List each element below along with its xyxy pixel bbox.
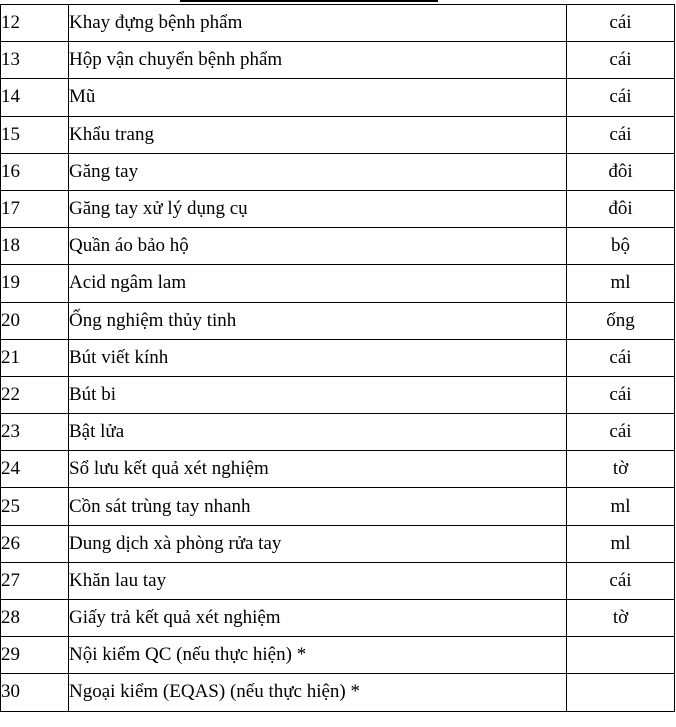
item-name: Ống nghiệm thủy tinh (69, 302, 567, 339)
item-unit: cái (567, 42, 675, 79)
table-row (1, 525, 675, 562)
table-row (1, 5, 675, 42)
row-number: 30 (1, 674, 69, 711)
row-number: 18 (1, 228, 69, 265)
row-number: 24 (1, 451, 69, 488)
item-unit: ống (567, 302, 675, 339)
row-number: 26 (1, 525, 69, 562)
item-unit: ml (567, 488, 675, 525)
item-unit: cái (567, 339, 675, 376)
table-row (1, 414, 675, 451)
item-unit: ml (567, 265, 675, 302)
table-row (1, 153, 675, 190)
table-row (1, 488, 675, 525)
item-name: Khay đựng bệnh phẩm (69, 5, 567, 42)
item-unit: đôi (567, 153, 675, 190)
item-unit: tờ (567, 451, 675, 488)
item-name: Dung dịch xà phòng rửa tay (69, 525, 567, 562)
row-number: 15 (1, 116, 69, 153)
table-row (1, 451, 675, 488)
item-name: Găng tay xử lý dụng cụ (69, 190, 567, 227)
item-name: Khẩu trang (69, 116, 567, 153)
supplies-table-body (1, 5, 675, 712)
row-number: 16 (1, 153, 69, 190)
item-name: Găng tay (69, 153, 567, 190)
row-number: 28 (1, 600, 69, 637)
row-number: 20 (1, 302, 69, 339)
table-row (1, 302, 675, 339)
table-row (1, 562, 675, 599)
row-number: 23 (1, 414, 69, 451)
item-name: Bật lửa (69, 414, 567, 451)
item-unit (567, 637, 675, 674)
row-number: 17 (1, 190, 69, 227)
item-name: Acid ngâm lam (69, 265, 567, 302)
item-unit: cái (567, 5, 675, 42)
row-number: 22 (1, 376, 69, 413)
item-unit: cái (567, 414, 675, 451)
table-row (1, 600, 675, 637)
table-row (1, 637, 675, 674)
item-name: Cồn sát trùng tay nhanh (69, 488, 567, 525)
item-unit: cái (567, 376, 675, 413)
row-number: 25 (1, 488, 69, 525)
item-unit: bộ (567, 228, 675, 265)
row-number: 29 (1, 637, 69, 674)
supplies-table (0, 4, 675, 712)
item-unit: cái (567, 562, 675, 599)
row-number: 12 (1, 5, 69, 42)
item-name: Quần áo bảo hộ (69, 228, 567, 265)
row-number: 27 (1, 562, 69, 599)
item-name: Bút bi (69, 376, 567, 413)
item-name: Sổ lưu kết quả xét nghiệm (69, 451, 567, 488)
item-unit: tờ (567, 600, 675, 637)
table-row (1, 116, 675, 153)
item-unit: đôi (567, 190, 675, 227)
item-unit: cái (567, 116, 675, 153)
top-rule (180, 0, 438, 2)
table-row (1, 339, 675, 376)
item-name: Bút viết kính (69, 339, 567, 376)
table-row (1, 228, 675, 265)
item-unit (567, 674, 675, 711)
item-name: Nội kiểm QC (nếu thực hiện) * (69, 637, 567, 674)
table-row (1, 79, 675, 116)
row-number: 13 (1, 42, 69, 79)
table-row (1, 190, 675, 227)
item-name: Mũ (69, 79, 567, 116)
row-number: 21 (1, 339, 69, 376)
item-name: Hộp vận chuyển bệnh phẩm (69, 42, 567, 79)
item-unit: cái (567, 79, 675, 116)
table-row (1, 674, 675, 711)
table-row (1, 265, 675, 302)
item-name: Giấy trả kết quả xét nghiệm (69, 600, 567, 637)
table-row (1, 376, 675, 413)
item-name: Ngoại kiểm (EQAS) (nếu thực hiện) * (69, 674, 567, 711)
item-unit: ml (567, 525, 675, 562)
table-row (1, 42, 675, 79)
item-name: Khăn lau tay (69, 562, 567, 599)
row-number: 14 (1, 79, 69, 116)
row-number: 19 (1, 265, 69, 302)
